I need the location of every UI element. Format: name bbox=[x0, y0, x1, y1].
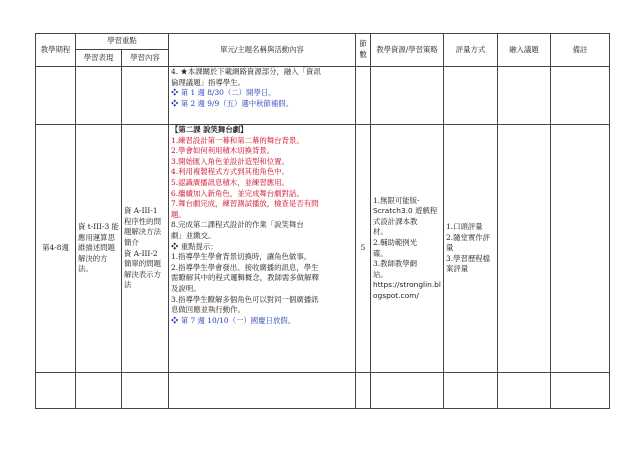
schedule-note: ❖ 第 1 週 8/30（二）開學日。 bbox=[171, 88, 276, 98]
step-item: 題。 bbox=[171, 209, 186, 219]
tip-item: 息做回應並執行動作。 bbox=[171, 305, 245, 315]
header-learning-focus: 學習重點 bbox=[76, 34, 169, 50]
activity-line: 4. ★本課關於下載網路資源部分，融入「資訊 bbox=[171, 67, 321, 76]
resource-line: 材。 bbox=[373, 227, 388, 237]
cell-remarks bbox=[551, 67, 610, 125]
resource-line: 碟。 bbox=[373, 248, 388, 258]
cell-resources bbox=[371, 125, 444, 373]
resource-url: ogspot.com/ bbox=[373, 290, 419, 300]
step-item: 1.練習設計第一幕和第二幕的舞台背景。 bbox=[171, 135, 304, 145]
tip-item: 2.指導學生學會發出、接收廣播的訊息，學生 bbox=[171, 262, 319, 272]
step-item: 2.學會如何利用積木切換背景。 bbox=[171, 146, 275, 156]
table-row bbox=[36, 373, 610, 409]
content-item: 資 A-III-1 程序性的問題解決方法簡介 bbox=[124, 206, 161, 247]
cell-topics bbox=[498, 125, 551, 373]
step-item: 7.舞台劇完成，練習測試播放，檢查是否有問 bbox=[171, 199, 319, 209]
tip-item: 3.指導學生瞭解多個角色可以對同一個廣播訊 bbox=[171, 294, 319, 304]
cell-assessment bbox=[444, 125, 498, 373]
cell-resources bbox=[371, 67, 444, 125]
resource-line: 2.輔助範例光 bbox=[373, 237, 418, 247]
holiday-note: ❖ 第 7 週 10/10（一）國慶日放假。 bbox=[171, 315, 296, 325]
step-item: 4.利用複製程式方式到其他角色中。 bbox=[171, 167, 289, 177]
header-periods: 節數 bbox=[356, 34, 371, 67]
cell-periods: 5 bbox=[356, 125, 371, 373]
table-row bbox=[36, 67, 610, 125]
step-item: 3.開始匯入角色並設計造型和位置。 bbox=[171, 156, 289, 166]
cell-periods bbox=[356, 373, 371, 409]
step-item: 劇」並繳交。 bbox=[171, 230, 216, 240]
header-grade-period: 教學期程 bbox=[36, 34, 76, 67]
course-plan-table bbox=[35, 33, 610, 409]
resource-line: 式設計課本教 bbox=[373, 216, 418, 226]
header-integrated-topics: 融入議題 bbox=[498, 34, 551, 67]
step-item: 8.完成第二課程式設計的作業「說笑舞台 bbox=[171, 220, 304, 230]
cell-topics bbox=[498, 67, 551, 125]
header-unit-activities: 單元/主題名稱與活動內容 bbox=[169, 34, 356, 67]
cell-remarks bbox=[551, 125, 610, 373]
header-learning-performance: 學習表現 bbox=[76, 50, 122, 67]
tips-title: ❖ 重點提示： bbox=[171, 241, 218, 251]
header-row bbox=[36, 34, 610, 50]
resource-line: 3.教師教學網 bbox=[373, 259, 418, 269]
header-learning-content: 學習內容 bbox=[122, 50, 169, 67]
table-row bbox=[36, 125, 610, 373]
tip-item: 需瞭解其中的程式邏輯概念，教師需多做解釋 bbox=[171, 273, 319, 283]
cell-content bbox=[122, 67, 169, 125]
cell-resources bbox=[371, 373, 444, 409]
assessment-item: 1.口頭評量 bbox=[446, 222, 483, 232]
resource-line: Scratch3.0 遊戲程 bbox=[373, 206, 438, 216]
cell-activities bbox=[169, 125, 356, 373]
header-resources: 教學資源/學習策略 bbox=[371, 34, 444, 67]
cell-content bbox=[122, 125, 169, 373]
lesson-title: 【第二課 說笑舞台劇】 bbox=[171, 125, 248, 134]
cell-content bbox=[122, 373, 169, 409]
cell-activities bbox=[169, 67, 356, 125]
cell-activities bbox=[169, 373, 356, 409]
resource-url: https://stronglin.bl bbox=[373, 280, 441, 290]
cell-assessment bbox=[444, 373, 498, 409]
resource-line: 1.無限可能版- bbox=[373, 195, 420, 205]
assessment-item: 2.隨堂實作評量 bbox=[446, 232, 491, 253]
cell-performance: 資 t-III-3 能應用運算思維描述問題解決的方法。 bbox=[76, 125, 122, 373]
resource-line: 站。 bbox=[373, 269, 388, 279]
cell-periods bbox=[356, 67, 371, 125]
assessment-item: 3.學習歷程檔案評量 bbox=[446, 253, 491, 274]
cell-remarks bbox=[551, 373, 610, 409]
cell-topics bbox=[498, 373, 551, 409]
activity-line: 倫理議題」指導學生。 bbox=[171, 77, 245, 87]
step-item: 6.繼續加入新角色，並完成舞台劇對話。 bbox=[171, 188, 304, 198]
header-assessment: 評量方式 bbox=[444, 34, 498, 67]
cell-assessment bbox=[444, 67, 498, 125]
header-remarks: 備註 bbox=[551, 34, 610, 67]
step-item: 5.認識廣播訊息積木，並練習應用。 bbox=[171, 177, 289, 187]
cell-performance bbox=[76, 67, 122, 125]
schedule-note: ❖ 第 2 週 9/9（五）選中秋節補假。 bbox=[171, 98, 294, 108]
tip-item: 1.指導學生學會背景切換時，讓角色做事。 bbox=[171, 252, 312, 262]
content-item: 資 A-III-2 簡單的問題解決表示方法 bbox=[124, 248, 161, 290]
cell-performance bbox=[76, 373, 122, 409]
cell-period bbox=[36, 67, 76, 125]
cell-period bbox=[36, 373, 76, 409]
cell-period: 第4-8週 bbox=[36, 125, 76, 373]
tip-item: 及說明。 bbox=[171, 283, 201, 293]
